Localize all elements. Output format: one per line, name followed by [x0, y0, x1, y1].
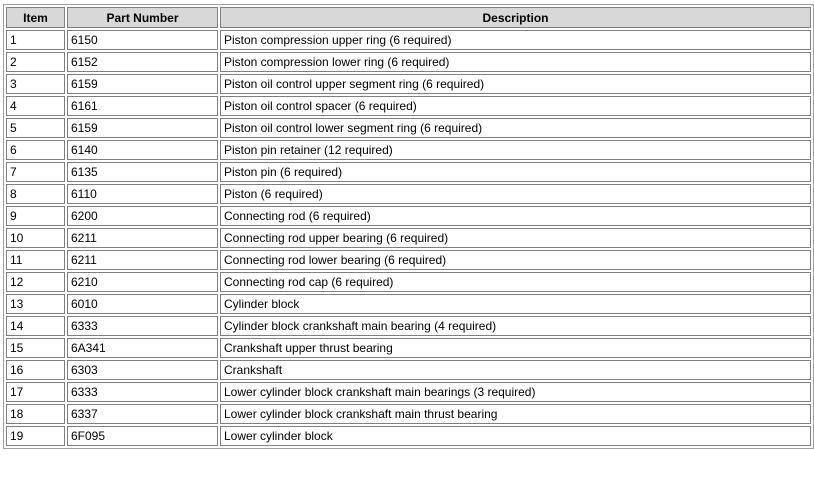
cell-part-number: 6010 — [67, 294, 218, 314]
cell-item: 5 — [6, 118, 65, 138]
cell-item: 15 — [6, 338, 65, 358]
table-row — [6, 426, 811, 446]
cell-description: Piston oil control spacer (6 required) — [220, 96, 811, 116]
cell-description: Crankshaft — [220, 360, 811, 380]
header-row — [6, 7, 811, 28]
cell-part-number: 6150 — [67, 30, 218, 50]
table-row — [6, 206, 811, 226]
cell-item: 9 — [6, 206, 65, 226]
table-row — [6, 316, 811, 336]
cell-part-number: 6337 — [67, 404, 218, 424]
cell-part-number: 6159 — [67, 118, 218, 138]
cell-part-number: 6152 — [67, 52, 218, 72]
table-row — [6, 250, 811, 270]
cell-part-number: 6110 — [67, 184, 218, 204]
table-row — [6, 338, 811, 358]
cell-description: Cylinder block — [220, 294, 811, 314]
cell-part-number: 6210 — [67, 272, 218, 292]
cell-item: 6 — [6, 140, 65, 160]
parts-table — [3, 4, 814, 449]
cell-item: 2 — [6, 52, 65, 72]
table-row — [6, 74, 811, 94]
cell-description: Piston oil control lower segment ring (6 required) — [220, 118, 811, 138]
cell-description: Cylinder block crankshaft main bearing (4 required) — [220, 316, 811, 336]
cell-description: Piston compression upper ring (6 required) — [220, 30, 811, 50]
cell-item: 16 — [6, 360, 65, 380]
cell-part-number: 6211 — [67, 250, 218, 270]
table-row — [6, 52, 811, 72]
cell-item: 12 — [6, 272, 65, 292]
cell-item: 8 — [6, 184, 65, 204]
cell-part-number: 6140 — [67, 140, 218, 160]
cell-description: Connecting rod (6 required) — [220, 206, 811, 226]
cell-item: 18 — [6, 404, 65, 424]
cell-part-number: 6161 — [67, 96, 218, 116]
cell-part-number: 6159 — [67, 74, 218, 94]
cell-part-number: 6303 — [67, 360, 218, 380]
cell-description: Crankshaft upper thrust bearing — [220, 338, 811, 358]
table-row — [6, 404, 811, 424]
table-row — [6, 184, 811, 204]
cell-item: 3 — [6, 74, 65, 94]
table-header — [6, 7, 811, 28]
table-row — [6, 228, 811, 248]
cell-description: Piston pin retainer (12 required) — [220, 140, 811, 160]
table-row — [6, 294, 811, 314]
table-row — [6, 118, 811, 138]
cell-item: 19 — [6, 426, 65, 446]
cell-description: Lower cylinder block crankshaft main bearings (3 required) — [220, 382, 811, 402]
cell-item: 17 — [6, 382, 65, 402]
cell-description: Lower cylinder block crankshaft main thrust bearing — [220, 404, 811, 424]
cell-description: Piston compression lower ring (6 required) — [220, 52, 811, 72]
header-part-number: Part Number — [67, 7, 218, 28]
table-row — [6, 30, 811, 50]
table-row — [6, 360, 811, 380]
cell-part-number: 6211 — [67, 228, 218, 248]
cell-part-number: 6F095 — [67, 426, 218, 446]
table-row — [6, 272, 811, 292]
table-row — [6, 96, 811, 116]
cell-description: Connecting rod lower bearing (6 required) — [220, 250, 811, 270]
cell-description: Piston (6 required) — [220, 184, 811, 204]
cell-item: 4 — [6, 96, 65, 116]
cell-item: 14 — [6, 316, 65, 336]
table-row — [6, 382, 811, 402]
table-body — [6, 30, 811, 446]
cell-description: Lower cylinder block — [220, 426, 811, 446]
table-row — [6, 140, 811, 160]
table-row — [6, 162, 811, 182]
cell-description: Piston oil control upper segment ring (6 required) — [220, 74, 811, 94]
cell-description: Connecting rod cap (6 required) — [220, 272, 811, 292]
cell-item: 11 — [6, 250, 65, 270]
cell-item: 13 — [6, 294, 65, 314]
cell-description: Connecting rod upper bearing (6 required) — [220, 228, 811, 248]
cell-description: Piston pin (6 required) — [220, 162, 811, 182]
cell-part-number: 6333 — [67, 382, 218, 402]
cell-item: 7 — [6, 162, 65, 182]
cell-part-number: 6200 — [67, 206, 218, 226]
header-description: Description — [220, 7, 811, 28]
cell-item: 1 — [6, 30, 65, 50]
cell-part-number: 6333 — [67, 316, 218, 336]
cell-item: 10 — [6, 228, 65, 248]
cell-part-number: 6A341 — [67, 338, 218, 358]
header-item: Item — [6, 7, 65, 28]
cell-part-number: 6135 — [67, 162, 218, 182]
